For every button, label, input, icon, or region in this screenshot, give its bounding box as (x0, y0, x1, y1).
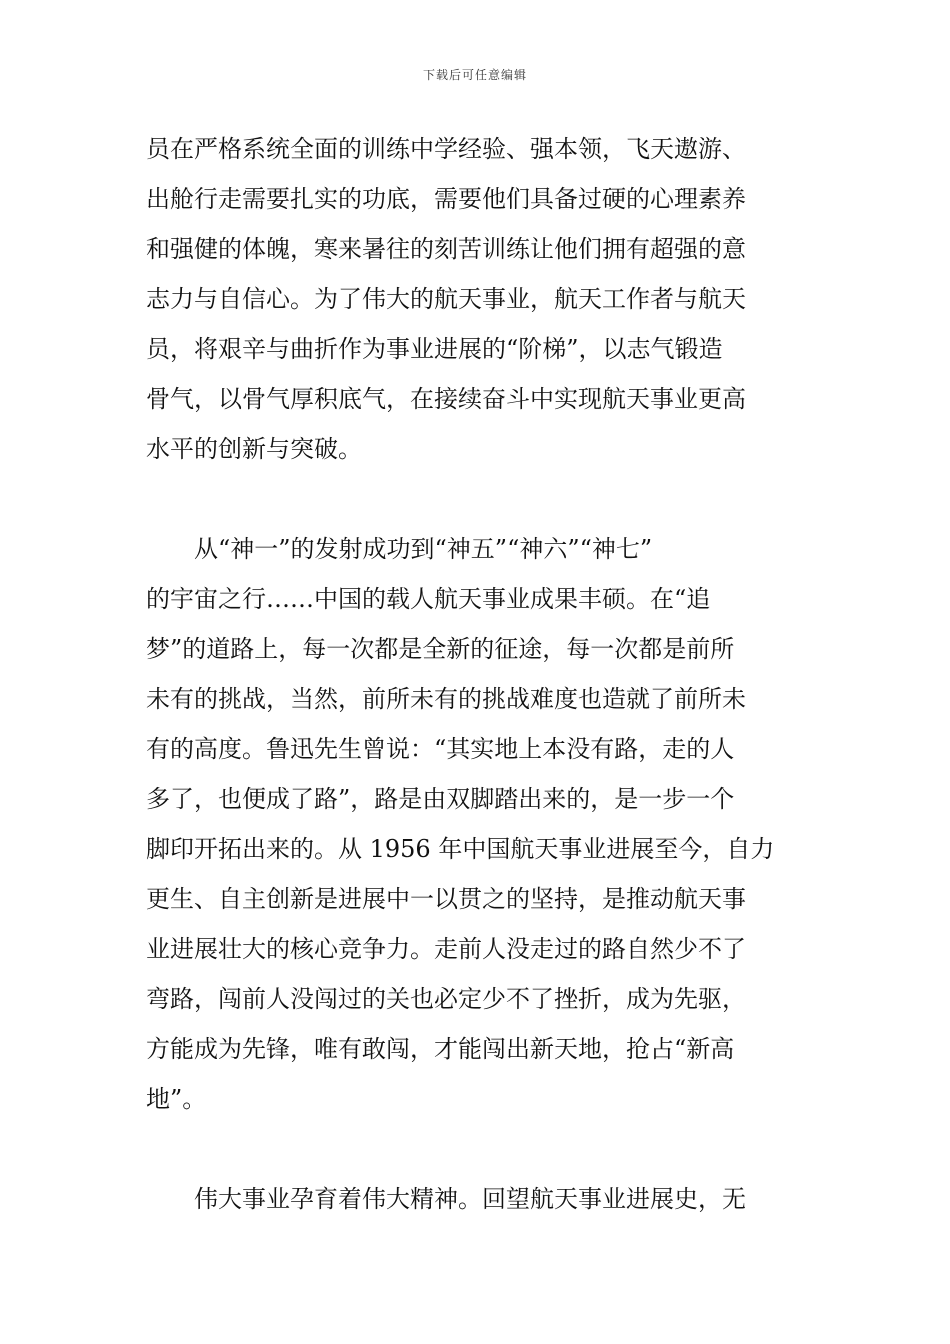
text-line: 员，将艰辛与曲折作为事业进展的“阶梯”，以志气锻造 (146, 335, 723, 363)
text-line: 志力与自信心。为了伟大的航天事业，航天工作者与航天 (146, 285, 746, 313)
text-line: 弯路，闯前人没闯过的关也必定少不了挫折，成为先驱， (146, 985, 746, 1013)
paragraph-3 (146, 1174, 808, 1224)
text-line: 出舱行走需要扎实的功底，需要他们具备过硬的心理素养 (146, 185, 746, 213)
paragraph-gap (146, 1124, 808, 1174)
text-line: 有的高度。鲁迅先生曾说：“其实地上本没有路，走的人 (146, 735, 735, 763)
text-line: 水平的创新与突破。 (146, 435, 362, 463)
text-line: 未有的挑战，当然，前所未有的挑战难度也造就了前所未 (146, 685, 746, 713)
text-line: 方能成为先锋，唯有敢闯，才能闯出新天地，抢占“新高 (146, 1035, 735, 1063)
text-line: 和强健的体魄，寒来暑往的刻苦训练让他们拥有超强的意 (146, 235, 746, 263)
text-line: 多了，也便成了路”，路是由双脚踏出来的，是一步一个 (146, 785, 735, 813)
page-header: 下载后可任意编辑 (422, 68, 527, 82)
text-line: 员在严格系统全面的训练中学经验、强本领，飞天遨游、 (146, 135, 746, 163)
text-line: 伟大事业孕育着伟大精神。回望航天事业进展史，无 (146, 1185, 746, 1213)
text-line: 地”。 (146, 1085, 207, 1113)
text-line: 业进展壮大的核心竞争力。走前人没走过的路自然少不了 (146, 935, 746, 963)
text-line: 梦”的道路上，每一次都是全新的征途，每一次都是前所 (146, 635, 735, 663)
text-line: 骨气，以骨气厚积底气，在接续奋斗中实现航天事业更高 (146, 385, 746, 413)
text-line: 的宇宙之行……中国的载人航天事业成果丰硕。在“追 (146, 585, 711, 613)
document-body (146, 124, 808, 1224)
paragraph-gap (146, 474, 808, 524)
paragraph-1 (146, 124, 808, 474)
text-line: 从“神一”的发射成功到“神五”“神六”“神七” (146, 535, 653, 563)
text-line: 脚印开拓出来的。从 1956 年中国航天事业进展至今，自力 (146, 835, 775, 863)
text-line: 更生、自主创新是进展中一以贯之的坚持，是推动航天事 (146, 885, 746, 913)
paragraph-2 (146, 524, 808, 1124)
